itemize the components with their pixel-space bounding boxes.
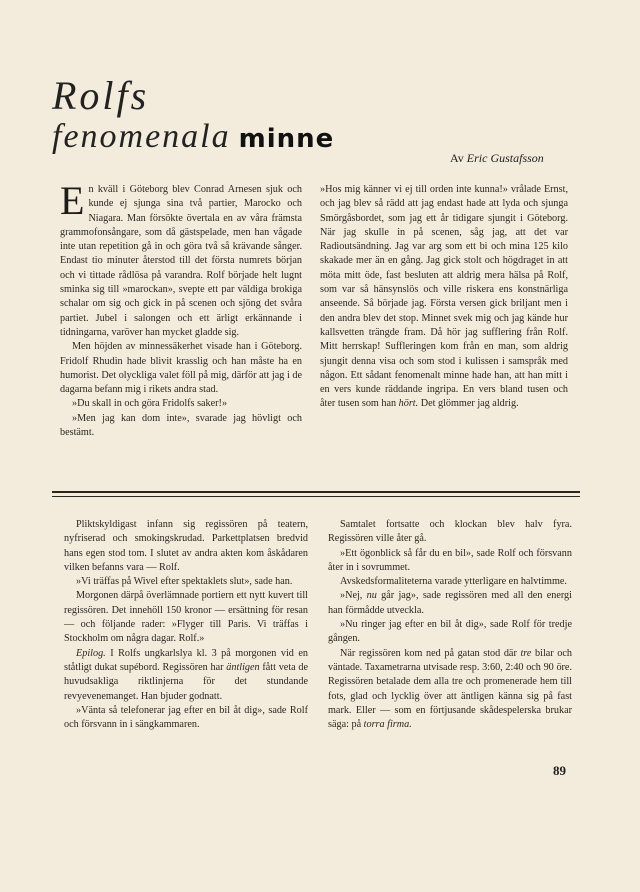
paragraph	[328, 647, 572, 733]
drop-cap: E	[60, 178, 85, 223]
paragraph: Samtalet fortsatte och klockan blev halv fyra. Regissören ville åter gå.	[328, 519, 572, 545]
page-number: 89	[553, 763, 566, 778]
paragraph: »Vi träffas på Wivel efter spektaklets slut», sade han.	[76, 576, 293, 588]
paragraph: Pliktskyldigast infann sig regissören på teatern, nyfriserad och smokingskrudad. Parkettplatsen bredvid hans egen stod tom. I slutet av andra akten kom åskådaren vilken befanns vara — Rolf.	[64, 519, 308, 573]
paragraph: »Men jag kan dom inte», svarade jag hövligt och bestämt.	[60, 412, 302, 439]
paragraph: »Vänta så telefonerar jag efter en bil åt dig», sade Rolf och försvann in i sängkammaren.	[64, 704, 308, 731]
paragraph	[60, 178, 302, 340]
paragraph	[64, 647, 308, 704]
paragraph-text: »Hos mig känner vi ej till orden inte kunna!» vrålade Ernst, och jag blev så rädd att jag endast hade att lyda och sjunga Smörgåsbordet, som jag ett år tidigare sjungit i Göteborg. När jag skulle in på scenen, såg jag, att det var Radioutsändning. Jag var arg som ett bi och mina 125 kilo skakade mer än en gång. Jag gick stolt och högdraget in att möta mitt öde, fast besluten att aldrig mera hälsa på Rolf, som var så hänsynslös och ville riskera ens konstnärliga anseende. Så började jag. Första versen gick briljant men i den andra blev det stop. Minnet svek mig och jag kände hur kallsvetten trängde fram. Då hör jag sufflering från Rolf. Mitt herrskap! Suffleringen kom från en man, som aldrig sjungit denna visa och som stod i kulissen i samspråk med någon. Ett sådant fenomenalt minne hade han, att han mitt i en vers kunde räddande ingripa. En vers bland tusen och åter tusen som han	[320, 184, 568, 410]
paragraph-text: bilar och väntade. Taxametrarna utvisade resp. 3:60, 2:40 och 90 öre. Regissören betalade dem alla tre och promenerade hem till fots, glad och lycklig över att äntligen känna sig på fast mark. Eller — som en förtjusande skådespelerska brukar säga: på	[328, 647, 572, 731]
paragraph: »Du skall in och göra Fridolfs saker!»	[72, 398, 228, 410]
emphasis: äntligen	[226, 661, 260, 673]
column-upper-right	[320, 183, 568, 412]
paragraph-text: fått veta de huvudsakliga riktlinjerna för det stundande revyevenemanget. Han bjuder godnatt.	[64, 661, 309, 702]
paragraph: »Ett ögonblick så får du en bil», sade Rolf och försvann åter in i sovrummet.	[328, 547, 572, 573]
byline	[450, 151, 544, 166]
paragraph-text: n kväll i Göteborg blev Conrad Arnesen sjuk och kunde ej sjunga sina två partier, Marocko och Niagara. Man försökte övertala en av våra främsta grammofonsångare, som då gästspelade, men han vågade inte utan repetition gå in och göra två så krävande sånger. Endast tio minuter återstod till det första numrets början och vi tittade rådlösa på varandra. Rolf började helt lugnt sminka sig till »marockan», svepte ett par väldiga brokiga schalar om sig och gick in på scenen och sjöng det svåra partiet. Jubel i salongen och ett ärligt erkännande i tidningarna, varöver han mycket gladde sig.	[60, 184, 302, 338]
column-lower-right	[328, 518, 572, 732]
article-title-minne: minne	[238, 124, 335, 154]
paragraph-text: »Nej,	[340, 590, 363, 602]
paragraph-text: går jag», sade regissören med all den energi han förmådde utveckla.	[328, 590, 572, 616]
byline-author: Eric Gustafsson	[466, 151, 544, 165]
paragraph-text: Det glömmer jag aldrig.	[420, 398, 519, 410]
byline-prefix: Av	[450, 151, 464, 165]
emphasis: hört.	[398, 398, 419, 410]
separator-rule-thick	[52, 491, 580, 493]
paragraph: »Nu ringer jag efter en bil åt dig», sade Rolf för tredje gången.	[328, 619, 572, 645]
paragraph	[328, 589, 572, 618]
article-title-fenomenala: fenomenala	[52, 118, 231, 155]
emphasis: tre	[520, 647, 532, 659]
column-upper-left	[60, 178, 302, 440]
epilog-label: Epilog.	[76, 647, 106, 659]
emphasis: nu	[366, 590, 377, 602]
article-title-rolfs: Rolfs	[52, 73, 150, 118]
paragraph: Avskedsformaliteterna varade ytterligare en halvtimme.	[340, 576, 567, 588]
emphasis: torra firma.	[363, 719, 412, 731]
article-title-line2	[52, 118, 334, 156]
paragraph-text: I Rolfs ungkarlslya kl. 3 på morgonen vid en ståtligt dukat supébord. Regissören har	[64, 647, 308, 673]
paragraph	[320, 183, 568, 412]
paragraph-text: När regissören kom ned på gatan stod där	[340, 647, 517, 659]
separator-rule-thin	[52, 496, 580, 497]
column-lower-left	[64, 518, 308, 732]
paragraph: Men höjden av minnessäkerhet visade han i Göteborg. Fridolf Rhudin hade blivit krasslig och han måste ha en humorist. Det olyckliga valet föll på mig, därför att jag i de dagarna befann mig i rikets andra stad.	[60, 341, 302, 396]
paragraph: Morgonen därpå överlämnade portiern ett nytt kuvert till regissören. Det innehöll 150 kronor — ersättning för resan — och följande rader: »Flyger till Paris. Vi träffas i Stockholm om några dagar. Rolf.»	[64, 590, 308, 645]
